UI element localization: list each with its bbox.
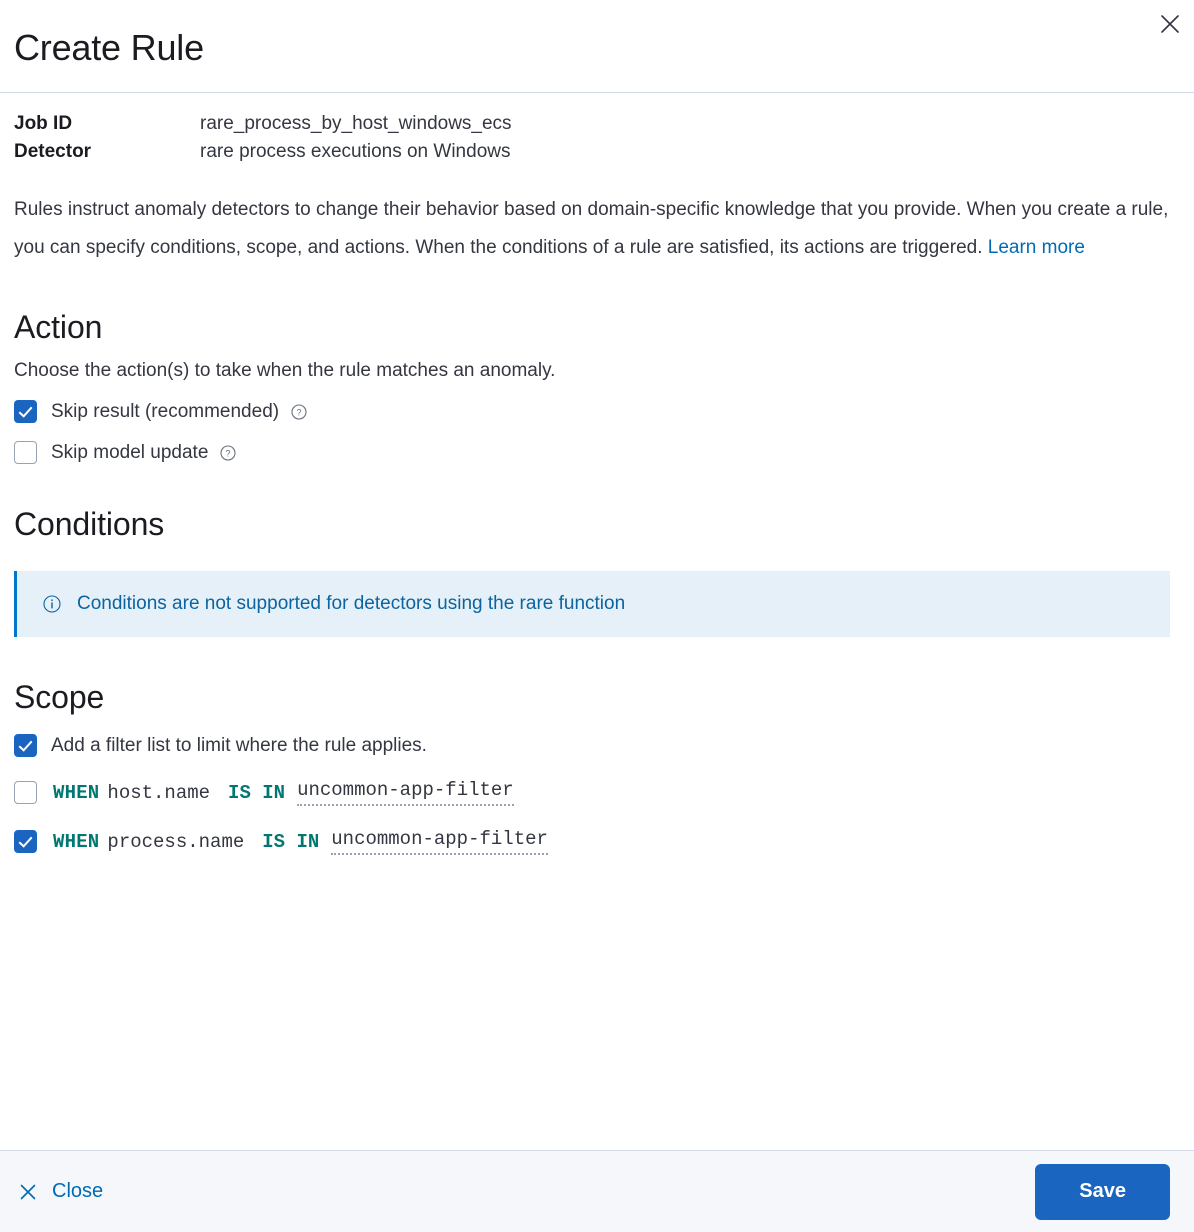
- help-icon[interactable]: [291, 404, 307, 420]
- conditions-callout: [14, 571, 1170, 637]
- scope-enable-label: Add a filter list to limit where the rule applies.: [51, 734, 427, 756]
- action-heading: Action: [14, 309, 103, 345]
- skip-model-update-checkbox[interactable]: [14, 441, 37, 464]
- close-icon: [18, 1182, 38, 1202]
- scope-filter-when: WHEN: [53, 830, 100, 853]
- skip-result-row[interactable]: [14, 400, 1170, 423]
- help-icon-glyph: [291, 404, 307, 420]
- skip-result-label: Skip result (recommended): [51, 400, 280, 422]
- scope-filter-row[interactable]: [14, 828, 1170, 855]
- scope-filter-when: WHEN: [53, 781, 100, 804]
- conditions-callout-text: Conditions are not supported for detectors using the rare function: [77, 593, 626, 614]
- scope-filter-row[interactable]: [14, 779, 1170, 806]
- scope-filter-value[interactable]: uncommon-app-filter: [331, 828, 548, 855]
- scope-filter-checkbox-host-name[interactable]: [14, 781, 37, 804]
- scope-heading: Scope: [14, 679, 105, 715]
- skip-model-update-label: Skip model update: [51, 441, 209, 463]
- detector-row: [14, 141, 1170, 163]
- scope-filter-field: process.name: [107, 830, 245, 853]
- info-icon-glyph: [43, 595, 61, 613]
- skip-result-checkbox[interactable]: [14, 400, 37, 423]
- scope-filter-field: host.name: [107, 781, 211, 804]
- close-button-label: Close: [52, 1180, 104, 1202]
- page-title: Create Rule: [14, 27, 204, 68]
- close-icon-glyph: [18, 1182, 38, 1202]
- detector-value: rare process executions on Windows: [200, 141, 511, 162]
- learn-more-link[interactable]: Learn more: [987, 237, 1085, 258]
- close-icon-glyph: [1159, 13, 1181, 35]
- scope-filter-operator[interactable]: IS IN: [262, 830, 320, 853]
- detector-label: Detector: [14, 141, 92, 162]
- help-icon[interactable]: [220, 445, 236, 461]
- skip-model-update-row[interactable]: [14, 441, 1170, 464]
- scope-filter-value[interactable]: uncommon-app-filter: [297, 779, 514, 806]
- conditions-heading: Conditions: [14, 506, 165, 542]
- intro-paragraph: [14, 191, 1170, 267]
- job-id-value: rare_process_by_host_windows_ecs: [200, 113, 512, 134]
- flyout-body: [0, 93, 1194, 1150]
- save-button[interactable]: Save: [1035, 1164, 1170, 1220]
- svg-text:?: ?: [296, 407, 302, 417]
- close-button[interactable]: [14, 1174, 107, 1209]
- scope-enable-row[interactable]: [14, 734, 1170, 757]
- svg-text:?: ?: [225, 448, 231, 458]
- flyout-footer: [0, 1150, 1194, 1232]
- help-icon-glyph: [220, 445, 236, 461]
- scope-filter-operator[interactable]: IS IN: [228, 781, 286, 804]
- info-icon: [43, 595, 61, 613]
- flyout-header: [0, 0, 1194, 93]
- scope-filter-checkbox-process-name[interactable]: [14, 830, 37, 853]
- job-id-label: Job ID: [14, 113, 73, 134]
- close-icon[interactable]: [1154, 8, 1186, 40]
- job-id-row: [14, 113, 1170, 135]
- scope-enable-checkbox[interactable]: [14, 734, 37, 757]
- intro-text: Rules instruct anomaly detectors to change their behavior based on domain-specific knowledge that you provide. When you create a rule, you can specify conditions, scope, and actions. When the conditions of a rule are satisfied, its actions are triggered.: [14, 199, 1169, 258]
- action-description: Choose the action(s) to take when the rule matches an anomaly.: [14, 360, 556, 381]
